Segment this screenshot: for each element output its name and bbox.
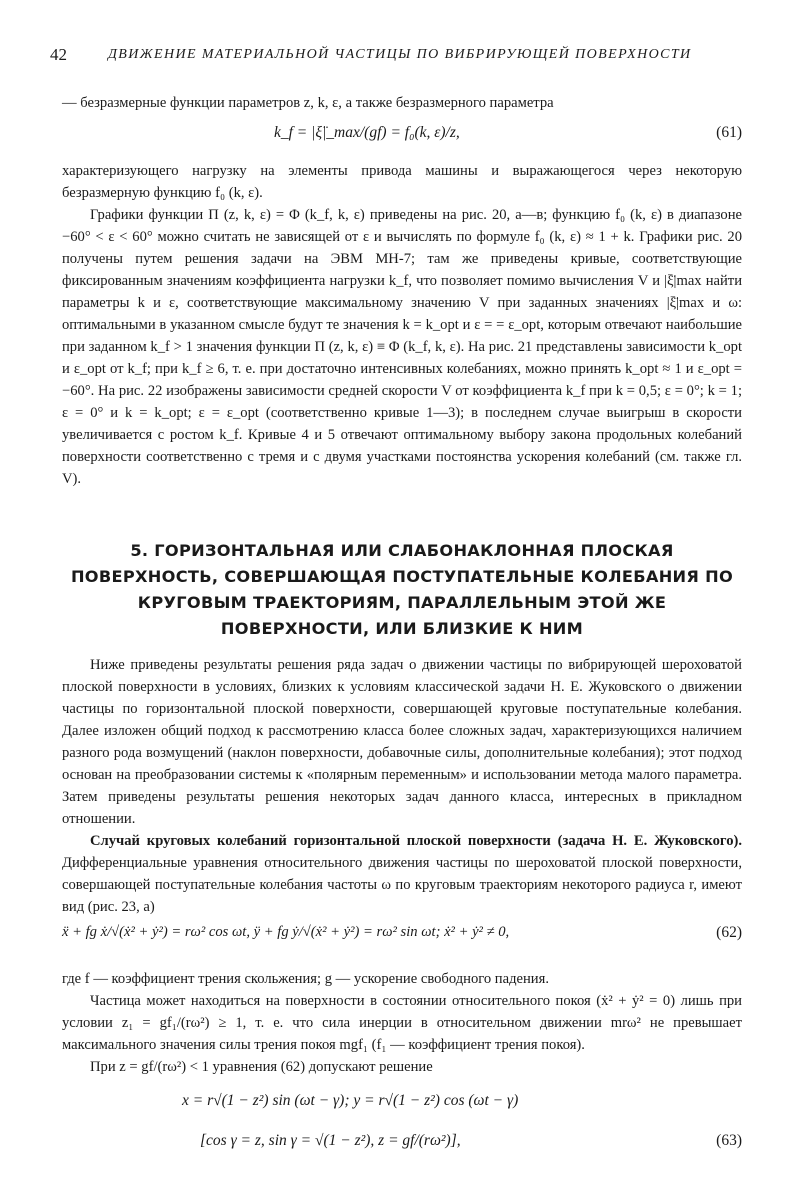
- intro-text: — безразмерные функции параметров z, k, ε, а также безразмерного параметра: [62, 95, 554, 111]
- equation-63-conditions: [cos γ = z, sin γ = √(1 − z²), z = gf/(rω²)],: [200, 1132, 461, 1149]
- equation-63-solution: x = r√(1 − z²) sin (ωt − γ); y = r√(1 − z²) cos (ωt − γ): [182, 1092, 519, 1109]
- section-heading: 5. ГОРИЗОНТАЛЬНАЯ ИЛИ СЛАБОНАКЛОННАЯ ПЛОСКАЯ ПОВЕРХНОСТЬ, СОВЕРШАЮЩАЯ ПОСТУПАТЕЛЬНЫЕ КОЛЕБАНИЯ ПО КРУГОВЫМ ТРАЕКТОРИЯМ, ПАРАЛЛЕЛЬНЫМ ЭТОЙ ЖЕ ПОВЕРХНОСТИ, ИЛИ БЛИЗКИЕ К НИМ: [70, 541, 734, 638]
- paragraph-2: [62, 204, 742, 490]
- case-body: Дифференциальные уравнения относительного движения частицы по шероховатой плоской поверхности, совершающей поступательные колебания частоты ω по круговым траекториям некоторого радиуса r, имеют вид (рис. 23, а): [62, 855, 742, 915]
- equation-63-line-1: [62, 1092, 742, 1118]
- paragraph-2-text: Графики функции П (z, k, ε) = Φ (k_f, k, ε) приведены на рис. 20, а—в; функцию f₀ (k, ε) в диапазоне −60° < ε < 60° можно считать не зависящей от ε и вычислять по формуле f₀ (k, ε) ≈ 1 + k. Графики рис. 20 получены путем решения задачи на ЭВМ МН-7; там же приведены кривые, соответствующие фиксированным значениям коэффициента нагрузки k_f, что позволяет помимо вычисления V и |ξ̈|max найти параметры k и ε, соответствующие максимальному значению V при заданных значениях |ξ̈|max и ω: оптимальными в указанном смысле будут те значения k = k_opt и ε = = ε_opt, которым отвечают наибольшие при заданном k_f > 1 значения функции П (z, k, ε) ≡ Φ (k_f, k, ε). На рис. 21 представлены зависимости k_opt и ε_opt от k_f; при k_f ≥ 6, т. е. при достаточно интенсивных колебаниях, можно принять k_opt ≈ 1 и ε_opt = −60°. На рис. 22 изображены зависимости средней скорости V от коэффициента k_f при k = 0,5; ε = 0°; k = 1; ε = 0° и k = k_opt; ε = ε_opt (соответственно кривые 1—3); в последнем случае выигрыш в скорости увеличивается с ростом k_f. Кривые 4 и 5 отвечают оптимальному выбору закона продольных колебаний поверхности соответственно с тремя и с двумя участками постоянства ускорения колебаний (см. также гл. V).: [62, 207, 742, 487]
- running-title: ДВИЖЕНИЕ МАТЕРИАЛЬНОЙ ЧАСТИЦЫ ПО ВИБРИРУЮЩЕЙ ПОВЕРХНОСТИ: [108, 47, 692, 62]
- intro-line: [62, 92, 742, 114]
- paragraph-7-text: При z = gf/(rω²) < 1 уравнения (62) допускают решение: [90, 1059, 433, 1075]
- case-title: Случай круговых колебаний горизонтальной плоской поверхности (задача Н. Е. Жуковского).: [90, 833, 742, 849]
- equation-62-number: (62): [716, 924, 742, 941]
- paragraph-6-text: Частица может находиться на поверхности в состоянии относительного покоя (ẋ² + ẏ² = 0) лишь при условии z₁ = gf₁/(rω²) ≥ 1, т. е. что сила инерции в относительном движении mrω² не превышает максимального значения силы трения покоя mgf₁ (f₁ — коэффициент трения покоя).: [62, 993, 742, 1053]
- paragraph-6: [62, 990, 742, 1056]
- equation-61-formula: k_f = |ξ̈|_max/(gf) = f₀(k, ε)/z,: [274, 124, 460, 141]
- equation-61: [62, 124, 742, 150]
- equation-63-number: (63): [716, 1132, 742, 1149]
- page-number: 42: [50, 45, 67, 64]
- paragraph-5-text: где f — коэффициент трения скольжения; g — ускорение свободного падения.: [62, 971, 549, 987]
- paragraph-1: [62, 160, 742, 204]
- equation-63-line-2: [62, 1132, 742, 1158]
- paragraph-3-text: Ниже приведены результаты решения ряда задач о движении частицы по вибрирующей шероховатой плоской поверхности в условиях, близких к условиям классической задачи Н. Е. Жуковского о движении частицы по горизонтальной плоской поверхности, совершающей круговые поступательные колебания. Далее изложен общий подход к рассмотрению класса более сложных задач, характеризующихся наличием разного рода возмущений (наклон поверхности, добавочные силы, дополнительные колебания); этот подход основан на преобразовании системы к «полярным переменным» и использовании метода малого параметра. Затем приведены результаты решения некоторых задач данного класса, интересных в прикладном отношении.: [62, 657, 742, 827]
- paragraph-4: [62, 830, 742, 918]
- paragraph-1-text: характеризующего нагрузку на элементы привода машины и выражающегося через некоторую безразмерную функцию f₀ (k, ε).: [62, 163, 742, 201]
- paragraph-3: [62, 654, 742, 830]
- page-header: [50, 45, 750, 69]
- equation-61-number: (61): [716, 124, 742, 141]
- equation-62: [62, 916, 742, 960]
- equation-62-formula: ẍ + fg ẋ/√(ẋ² + ẏ²) = rω² cos ωt, ÿ + fg ẏ/√(ẋ² + ẏ²) = rω² sin ωt; ẋ² + ẏ² ≠ 0,: [62, 924, 510, 940]
- paragraph-5: [62, 968, 742, 990]
- paragraph-7: [62, 1056, 742, 1078]
- paragraph-4-text: [62, 830, 742, 918]
